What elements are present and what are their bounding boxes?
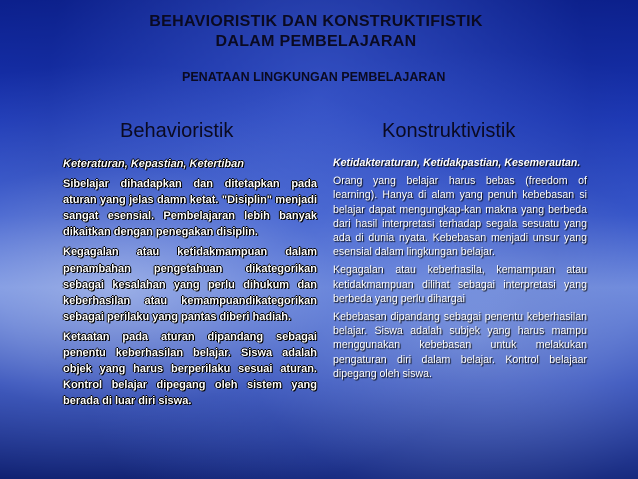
behavioristik-paragraph: Kegagalan atau ketidakmampuan dalam penambahan pengetahuan dikategorikan sebagai kesalahan yang perlu dihukum dan keberhasilan atau kemampuandikategorikan sebagai perilaku yang pantas diberi hadiah. [63,246,317,323]
behavioristik-heading: Behavioristik [120,120,234,142]
konstruktivistik-column [333,156,587,385]
konstruktivistik-heading: Konstruktivistik [382,120,516,142]
slide-title [96,12,536,52]
behavioristik-lead: Keteraturan, Kepastian, Ketertiban [63,158,244,170]
behavioristik-column [63,156,317,413]
konstruktivistik-paragraph: Kegagalan atau keberhasila, kemampuan atau ketidakmampuan dilihat sebagai interpretasi yang berbeda yang perlu dihargai [333,264,587,305]
slide-subtitle: PENATAAN LINGKUNGAN PEMBELAJARAN [182,70,446,84]
konstruktivistik-paragraph: Orang yang belajar harus bebas (freedom of learning). Hanya di alam yang penuh kebebasan si belajar dapat mengungkap-kan makna yang berbeda dari hasil interpretasi terhadap segala sesuatu yang ada di dunia nyata. Kebebasan menjadi unsur yang esensial dalam lingkungan belajar. [333,175,587,259]
slide-title-line-2: DALAM PEMBELAJARAN [215,33,417,50]
konstruktivistik-paragraph: Kebebasan dipandang sebagai penentu keberhasilan belajar. Siswa adalah subjek yang harus mampu menggunakan kebebasan untuk melakukan pengaturan diri dalam belajar. Kontrol belajaar dipegang oleh siswa. [333,311,587,380]
behavioristik-paragraph: Ketaatan pada aturan dipandang sebagai penentu keberhasilan belajar. Siswa adalah objek yang harus berperilaku sesuai aturan. Kontrol belajar dipegang oleh sistem yang berada di luar diri siswa. [63,330,317,408]
slide-title-line-1: BEHAVIORISTIK DAN KONSTRUKTIFISTIK [149,13,483,30]
behavioristik-paragraph: Sibelajar dihadapkan dan ditetapkan pada aturan yang jelas damn ketat. "Disiplin" menjadi sangat esensial. Pembelajaran lebih banyak dikaitkan dengan penegakan disiplin. [63,178,317,239]
konstruktivistik-lead: Ketidakteraturan, Ketidakpastian, Kesemerautan. [333,157,581,169]
